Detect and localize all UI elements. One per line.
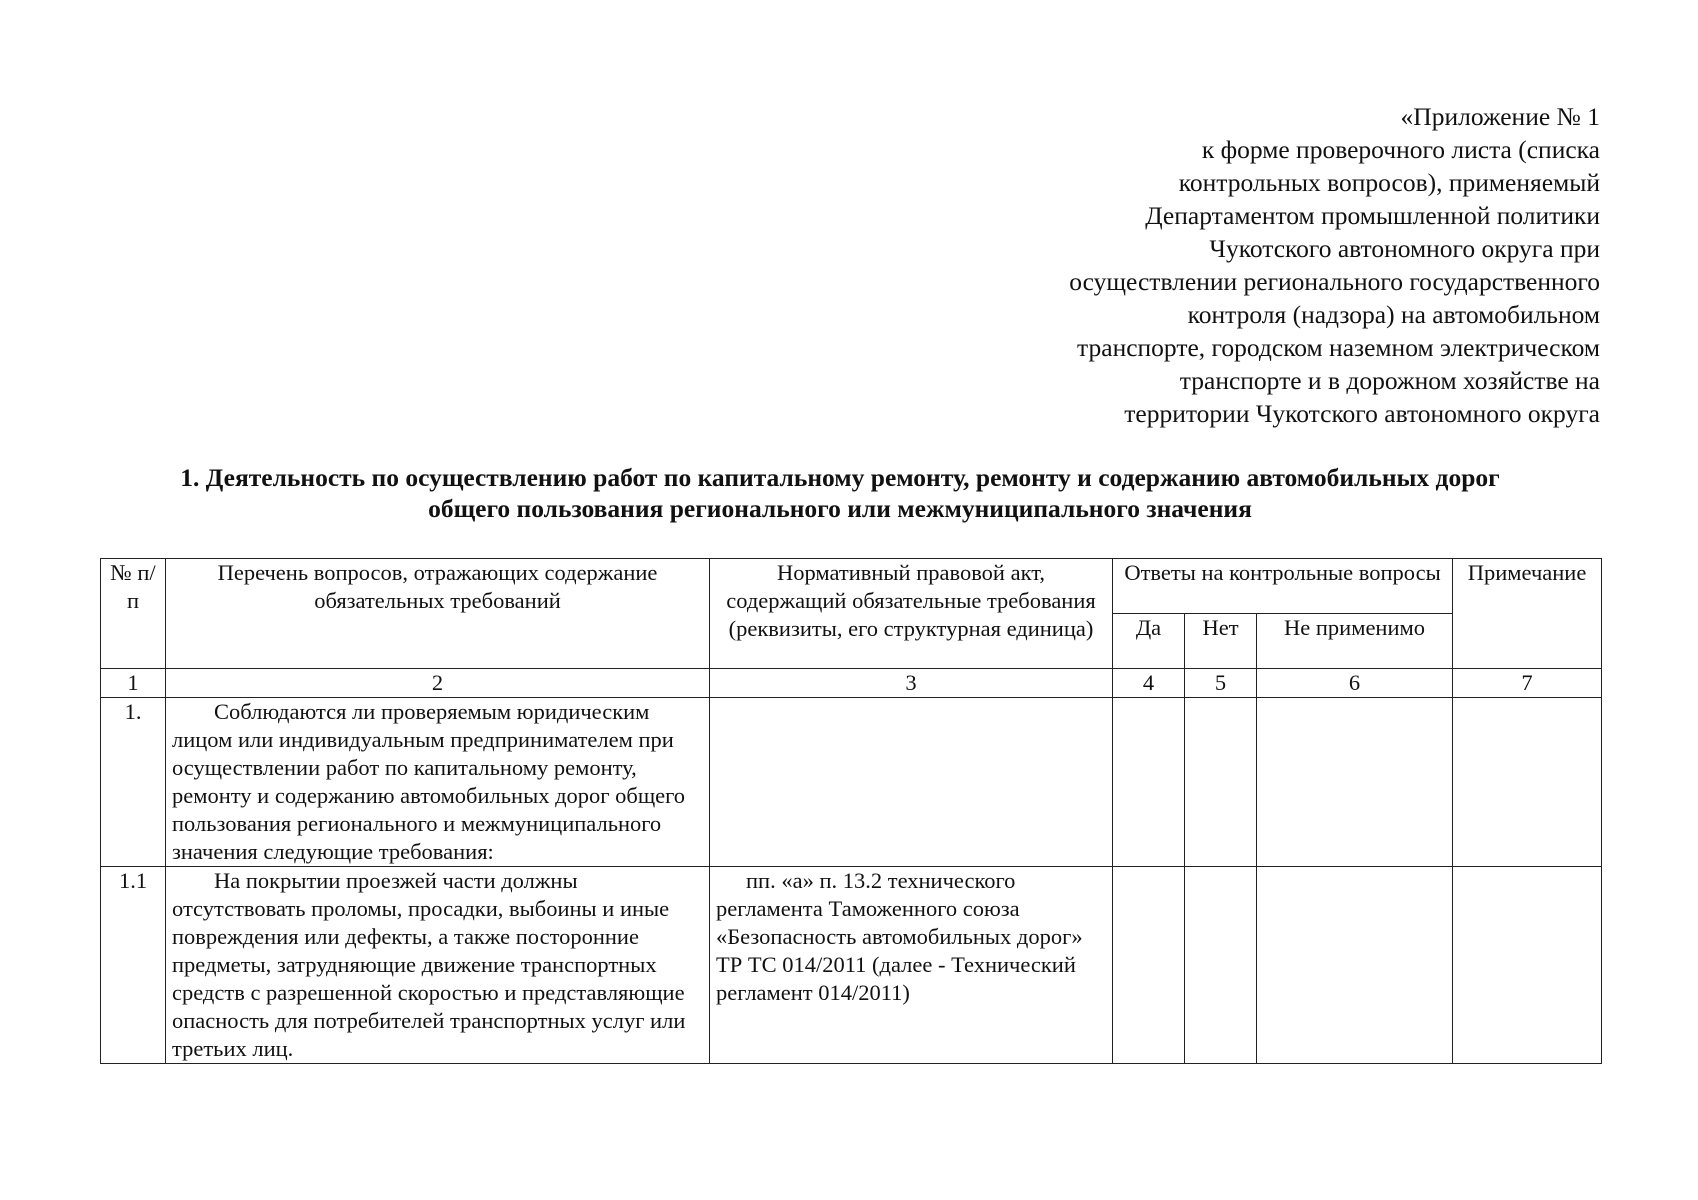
appendix-line: транспорте, городском наземном электрическом	[1077, 333, 1600, 362]
column-number: 6	[1257, 669, 1453, 698]
answer-no-cell[interactable]	[1185, 867, 1257, 1064]
appendix-line: «Приложение № 1	[1400, 102, 1600, 131]
column-number: 7	[1453, 669, 1602, 698]
column-number: 3	[710, 669, 1113, 698]
answer-no-cell[interactable]	[1185, 698, 1257, 867]
row-number: 1.	[101, 698, 166, 867]
header-no: Нет	[1185, 614, 1257, 669]
row-act	[710, 698, 1113, 867]
table-row	[101, 867, 1602, 1064]
section-title	[80, 462, 1600, 524]
answer-yes-cell[interactable]	[1113, 867, 1185, 1064]
column-number: 1	[101, 669, 166, 698]
table-row	[101, 698, 1602, 867]
appendix-header	[880, 100, 1600, 430]
column-number-row	[101, 669, 1602, 698]
header-questions: Перечень вопросов, отражающих содержание обязательных требований	[166, 559, 710, 669]
appendix-line: Чукотского автономного округа при	[1209, 234, 1600, 263]
answer-na-cell[interactable]	[1257, 698, 1453, 867]
header-yes: Да	[1113, 614, 1185, 669]
header-row	[101, 559, 1602, 614]
row-question: На покрытии проезжей части должны отсутствовать проломы, просадки, выбоины и иные повреждения или дефекты, а также посторонние предметы, затрудняющие движение транспортных средств с разрешенной скоростью и представляющие опасность для потребителей транспортных услуг или третьих лиц.	[166, 867, 710, 1064]
section-title-line: 1. Деятельность по осуществлению работ по капитальному ремонту, ремонту и содержанию автомобильных дорог	[180, 463, 1500, 492]
answer-na-cell[interactable]	[1257, 867, 1453, 1064]
answer-yes-cell[interactable]	[1113, 698, 1185, 867]
appendix-line: контроля (надзора) на автомобильном	[1187, 300, 1600, 329]
checklist-table	[100, 558, 1602, 1064]
appendix-line: территории Чукотского автономного округа	[1124, 399, 1600, 428]
column-number: 5	[1185, 669, 1257, 698]
appendix-line: к форме проверочного листа (списка	[1201, 135, 1600, 164]
row-act: пп. «а» п. 13.2 технического регламента Таможенного союза «Безопасность автомобильных дорог» ТР ТС 014/2011 (далее - Технический регламент 014/2011)	[710, 867, 1113, 1064]
header-num: № п/п	[101, 559, 166, 669]
header-act: Нормативный правовой акт, содержащий обязательные требования (реквизиты, его структурная единица)	[710, 559, 1113, 669]
appendix-line: осуществлении регионального государственного	[1069, 267, 1600, 296]
column-number: 4	[1113, 669, 1185, 698]
section-title-line: общего пользования регионального или межмуниципального значения	[428, 494, 1252, 523]
column-number: 2	[166, 669, 710, 698]
note-cell[interactable]	[1453, 698, 1602, 867]
header-answers: Ответы на контрольные вопросы	[1113, 559, 1453, 614]
appendix-line: Департаментом промышленной политики	[1145, 201, 1600, 230]
header-note: Примечание	[1453, 559, 1602, 669]
note-cell[interactable]	[1453, 867, 1602, 1064]
appendix-line: контрольных вопросов), применяемый	[1178, 168, 1600, 197]
header-na: Не применимо	[1257, 614, 1453, 669]
appendix-line: транспорте и в дорожном хозяйстве на	[1179, 366, 1600, 395]
row-number: 1.1	[101, 867, 166, 1064]
row-question: Соблюдаются ли проверяемым юридическим лицом или индивидуальным предпринимателем при осуществлении работ по капитальному ремонту, ремонту и содержанию автомобильных дорог общего пользования регионального и межмуниципального значения следующие требования:	[166, 698, 710, 867]
